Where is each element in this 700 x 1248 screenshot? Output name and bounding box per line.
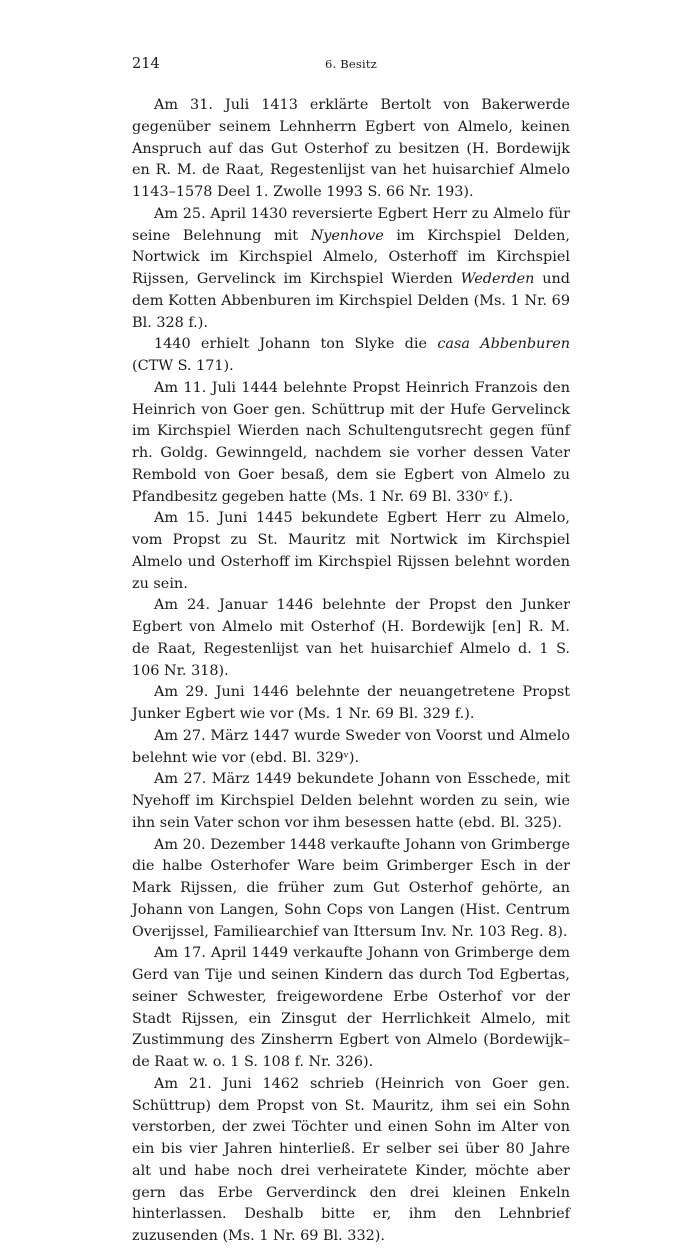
paragraph: [132, 334, 570, 378]
paragraph-text: Am 27. März 1449 bekundete Johann von Esschede, mit Nyehoff im Kirchspiel Delden belehnt worden zu sein, wie ihn sein Vater schon vor ihm besessen hatte (ebd. Bl. 325).: [132, 771, 570, 831]
paragraph-text: Am 24. Januar 1446 belehnte der Propst den Junker Egbert von Almelo mit Osterhof (H. Bordewijk [en] R. M. de Raat, Regestenlijst van het huisarchief Almelo d. 1 S. 106 Nr. 318).: [132, 597, 570, 679]
paragraph: [132, 769, 570, 834]
page-number: 214: [132, 56, 160, 72]
paragraph-text: Am 31. Juli 1413 erklärte Bertolt von Bakerwerde gegenüber seinem Lehnherrn Egbert von Almelo, keinen Anspruch auf das Gut Osterhof zu besitzen (H. Bordewijk en R. M. de Raat, Regestenlijst van het huisarchief Almelo 1143–1578 Deel 1. Zwolle 1993 S. 66 Nr. 193).: [132, 97, 570, 200]
italic-term: Wederden: [460, 271, 535, 287]
paragraph-text: Am 20. Dezember 1448 verkaufte Johann von Grimberge die halbe Osterhofer Ware beim Grimberger Esch in der Mark Rijssen, die früher zum Gut Osterhof gehörte, an Johann von Langen, Sohn Cops von Langen (Hist. Centrum Overijssel, Familiearchief van Ittersum Inv. Nr. 103 Reg. 8).: [132, 836, 570, 940]
paragraph-text: (CTW S. 171).: [132, 358, 234, 374]
paragraph-text: Am 25. April 1430 reversierte Egbert Herr zu Almelo für seine Belehnung mit: [132, 205, 570, 244]
paragraph: [132, 1074, 570, 1248]
paragraph: [132, 595, 570, 682]
paragraph-text: Am 11. Juli 1444 belehnte Propst Heinrich Franzois den Heinrich von Goer gen. Schüttrup mit der Hufe Gervelinck im Kirchspiel Wierden nach Schultengutsrecht gegen fünf rh. Goldg. Gewinngeld, nachdem sie vorher dessen Vater Rembold von Goer besaß, dem sie Egbert von Almelo zu Pfandbesitz gegeben hatte (Ms. 1 Nr. 69 Bl. 330ᵛ f.).: [132, 379, 570, 505]
paragraph-text: und dem Kotten Abbenburen im Kirchspiel Delden (Ms. 1 Nr. 69 Bl. 328 f.).: [132, 271, 570, 331]
paragraph: [132, 378, 570, 509]
paragraph: [132, 726, 570, 770]
paragraph-text: Am 27. März 1447 wurde Sweder von Voorst und Almelo belehnt wie vor (ebd. Bl. 329ᵛ).: [132, 727, 570, 766]
paragraph-text: Am 17. April 1449 verkaufte Johann von Grimberge dem Gerd van Tije und seinen Kindern das durch Tod Egbertas, seiner Schwester, freigewordene Erbe Osterhof vor der Stadt Rijssen, ein Zinsgut der Herrlichkeit Almelo, mit Zustimmung des Zinsherrn Egbert von Almelo (Bordewijk–de Raat w. o. 1 S. 108 f. Nr. 326).: [132, 945, 570, 1070]
paragraph-text: im Kirchspiel Delden, Nortwick im Kirchspiel Almelo, Osterhoff im Kirchspiel Rijssen, Gervelinck im Kirchspiel Wierden: [132, 227, 570, 287]
paragraph-text: Am 29. Juni 1446 belehnte der neuangetretene Propst Junker Egbert wie vor (Ms. 1 Nr. 69 Bl. 329 f.).: [132, 684, 570, 722]
paragraph: [132, 835, 570, 944]
paragraph-text: Am 21. Juni 1462 schrieb (Heinrich von Goer gen. Schüttrup) dem Propst von St. Mauritz, ihm sei ein Sohn verstorben, der zwei Töchter und einen Sohn im Alter von ein bis vier Jahren hinterließ. Er selber sei über 80 Jahre alt und habe noch drei verheiratete Kinder, möchte aber gern das Erbe Gerverdinck den drei kleinen Enkeln hinterlassen. Deshalb bitte er, ihm den Lehnbrief zuzusenden (Ms. 1 Nr. 69 Bl. 332).: [132, 1075, 570, 1244]
italic-term: casa Abbenburen: [437, 336, 570, 353]
paragraph: [132, 508, 570, 595]
paragraph: [132, 682, 570, 726]
paragraph-text: Am 15. Juni 1445 bekundete Egbert Herr zu Almelo, vom Propst zu St. Mauritz mit Nortwick im Kirchspiel Almelo und Osterhoff im Kirchspiel Rijssen belehnt worden zu sein.: [132, 510, 570, 592]
body-text: [132, 95, 570, 1248]
running-head: 6. Besitz: [325, 57, 377, 71]
italic-term: Nyenhove: [310, 227, 384, 244]
paragraph: [132, 95, 570, 204]
paragraph: [132, 204, 570, 335]
paragraph: [132, 943, 570, 1074]
page-header: [132, 56, 570, 78]
paragraph-text: 1440 erhielt Johann ton Slyke die: [154, 336, 438, 353]
